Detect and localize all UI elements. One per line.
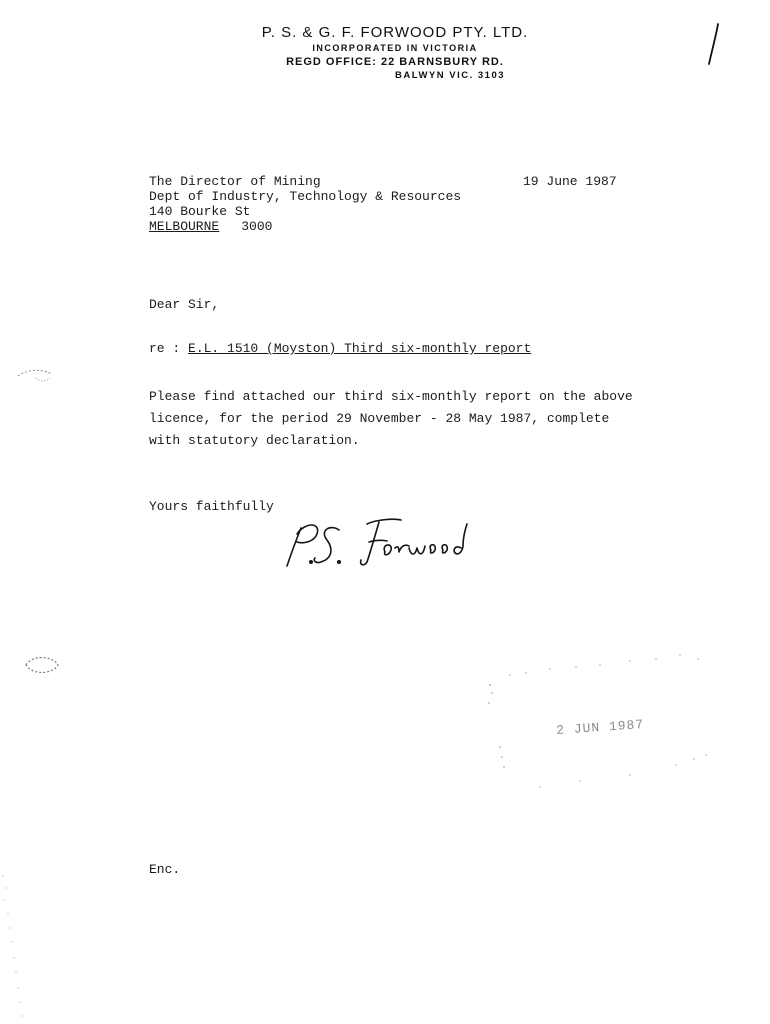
recipient-city-line — [149, 219, 461, 234]
scan-edge-speckle — [0, 870, 30, 1024]
body-paragraph — [149, 386, 669, 452]
company-name: P. S. & G. F. FORWOOD PTY. LTD. — [261, 24, 529, 41]
svg-text:2 JUN 1987: 2 JUN 1987 — [555, 716, 645, 739]
received-stamp — [480, 645, 710, 795]
incorporation-note: INCORPORATED IN VICTORIA — [312, 43, 478, 53]
punch-hole-mark — [20, 653, 62, 677]
recipient-address — [149, 174, 461, 234]
subject-line — [149, 341, 531, 356]
letter-date: 19 June 1987 — [523, 174, 617, 189]
body-line-1: Please find attached our third six-monthly report on the above — [149, 389, 633, 404]
office-suburb: BALWYN VIC. 3103 — [394, 70, 506, 81]
recipient-department: Dept of Industry, Technology & Resources — [149, 189, 462, 204]
enclosure-note: Enc. — [149, 862, 181, 877]
punch-hole-mark — [14, 364, 56, 386]
letterhead — [230, 24, 560, 82]
recipient-street: 140 Bourke St — [149, 204, 251, 219]
registered-office: REGD OFFICE: 22 BARNSBURY RD. — [286, 56, 504, 68]
recipient-postcode: 3000 — [241, 219, 273, 234]
signature-image — [275, 508, 475, 574]
closing: Yours faithfully — [149, 499, 274, 514]
subject-text: E.L. 1510 (Moyston) Third six-monthly report — [188, 341, 532, 356]
body-line-2: licence, for the period 29 November - 28 May 1987, complete — [149, 411, 610, 426]
salutation: Dear Sir, — [149, 297, 220, 312]
subject-prefix: re : — [149, 341, 189, 356]
recipient-title: The Director of Mining — [149, 174, 321, 189]
page-number-mark — [706, 22, 720, 66]
body-line-3: with statutory declaration. — [149, 433, 360, 448]
recipient-city: MELBOURNE — [149, 219, 220, 234]
